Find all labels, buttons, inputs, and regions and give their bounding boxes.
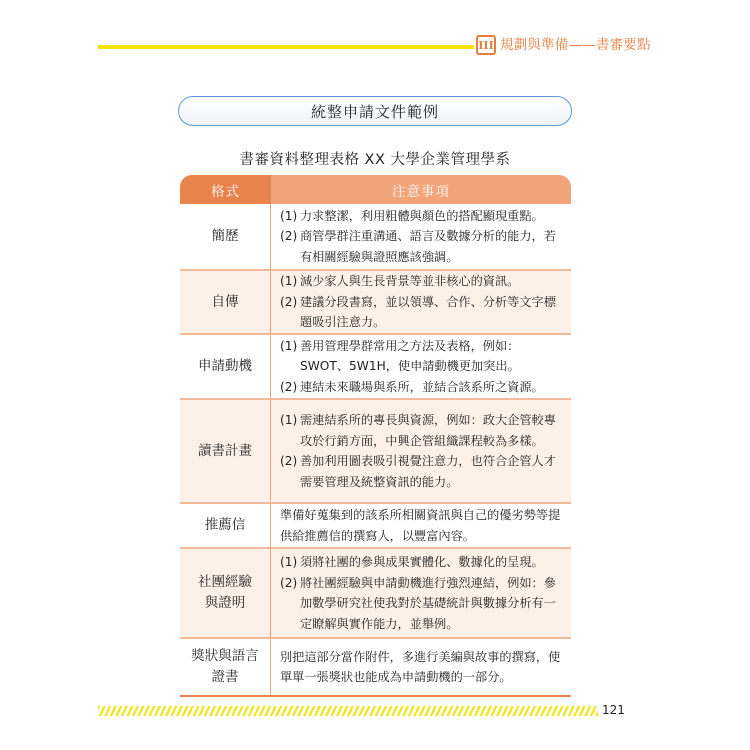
notes-cell bbox=[271, 400, 571, 502]
format-label: 證書 bbox=[211, 669, 239, 685]
note-item bbox=[280, 451, 563, 492]
note-number: (2) bbox=[280, 229, 298, 244]
note-text: 準備好蒐集到的該系所相關資訊與自己的優劣勢等提供給推薦信的撰寫人，以豐富內容。 bbox=[280, 508, 561, 543]
header-yellow-bar bbox=[98, 45, 474, 49]
note-number: (1) bbox=[280, 208, 298, 223]
table-body bbox=[180, 204, 571, 697]
note-text: 善用管理學群常用之方法及表格，例如：SWOT、5W1H，使申請動機更加突出。 bbox=[300, 338, 520, 374]
note-number: (1) bbox=[280, 413, 298, 427]
table-row bbox=[180, 400, 571, 504]
note-number: (2) bbox=[280, 379, 298, 394]
format-cell bbox=[180, 400, 271, 502]
note-number: (1) bbox=[280, 555, 298, 569]
note-item bbox=[280, 573, 563, 635]
header-format: 格式 bbox=[180, 175, 271, 204]
note-text: 須將社團的參與成果實體化、數據化的呈現。 bbox=[300, 555, 544, 569]
notes-cell bbox=[271, 335, 571, 398]
footer-stripes bbox=[98, 706, 598, 716]
note-number: (2) bbox=[280, 575, 298, 590]
table-row bbox=[180, 504, 571, 549]
note-number: (2) bbox=[280, 454, 298, 468]
running-header-title: 規劃與準備——書審要點 bbox=[500, 37, 651, 53]
format-label: 獎狀與語言 bbox=[191, 648, 259, 664]
note-number: (1) bbox=[280, 338, 298, 353]
note-item bbox=[280, 292, 563, 333]
note-text: 減少家人與生長背景等並非核心的資訊。 bbox=[300, 274, 520, 289]
table-row bbox=[180, 639, 571, 697]
notes-cell bbox=[271, 549, 571, 637]
note-item bbox=[280, 505, 563, 546]
note-item bbox=[280, 410, 563, 451]
chapter-mark: III bbox=[476, 35, 496, 55]
format-label: 與證明 bbox=[204, 595, 246, 611]
table-header-row bbox=[180, 175, 571, 204]
page-number: 121 bbox=[602, 703, 625, 717]
note-item bbox=[280, 226, 563, 267]
note-text: 將社團經驗與申請動機進行強烈連結，例如：參加數學研究社使我對於基礎統計與數據分析有一定瞭解與實作能力，並舉例。 bbox=[300, 575, 556, 631]
table-title: 書審資料整理表格 XX 大學企業管理學系 bbox=[239, 152, 511, 168]
table-row bbox=[180, 335, 571, 400]
note-number: (2) bbox=[280, 294, 298, 309]
note-item bbox=[280, 377, 563, 398]
note-item bbox=[280, 206, 563, 227]
note-number: (1) bbox=[280, 274, 298, 289]
format-cell bbox=[180, 335, 271, 398]
note-text: 善加利用圖表吸引視覺注意力，也符合企管人才需要管理及統整資訊的能力。 bbox=[300, 454, 556, 489]
note-text: 建議分段書寫，並以領導、合作、分析等文字標題吸引注意力。 bbox=[300, 294, 556, 330]
format-label: 申請動機 bbox=[198, 358, 252, 374]
note-text: 力求整潔，利用粗體與顏色的搭配顯現重點。 bbox=[300, 208, 544, 223]
format-label: 社團經驗 bbox=[198, 574, 252, 590]
table-row bbox=[180, 271, 571, 335]
note-text: 商管學群注重溝通、語言及數據分析的能力，若有相關經驗與證照應該強調。 bbox=[300, 229, 556, 264]
note-item bbox=[280, 271, 563, 292]
note-item bbox=[280, 552, 563, 573]
format-label: 讀書計畫 bbox=[198, 442, 252, 459]
section-title: 統整申請文件範例 bbox=[178, 96, 572, 126]
header-notes: 注意事項 bbox=[271, 175, 571, 204]
note-item bbox=[280, 336, 563, 377]
table-row bbox=[180, 549, 571, 639]
format-label: 推薦信 bbox=[204, 517, 246, 533]
format-cell bbox=[180, 271, 271, 333]
review-table bbox=[180, 175, 571, 697]
note-text: 別把這部分當作附件，多進行美編與故事的撰寫，使單單一張獎狀也能成為申請動機的一部分。 bbox=[280, 649, 561, 684]
format-cell bbox=[180, 504, 271, 547]
notes-cell bbox=[271, 639, 571, 695]
note-text: 連結未來職場與系所，並結合該系所之資源。 bbox=[300, 379, 544, 394]
notes-cell bbox=[271, 271, 571, 333]
format-cell bbox=[180, 549, 271, 637]
note-item bbox=[280, 647, 563, 688]
table-row bbox=[180, 204, 571, 271]
notes-cell bbox=[271, 504, 571, 547]
format-cell bbox=[180, 204, 271, 269]
format-cell bbox=[180, 639, 271, 695]
notes-cell bbox=[271, 204, 571, 269]
note-text: 需連結系所的專長與資源，例如：政大企管較專攻於行銷方面，中興企管組織課程較為多樣。 bbox=[300, 413, 556, 448]
format-label: 自傳 bbox=[211, 293, 239, 310]
format-label: 簡歷 bbox=[211, 228, 239, 244]
